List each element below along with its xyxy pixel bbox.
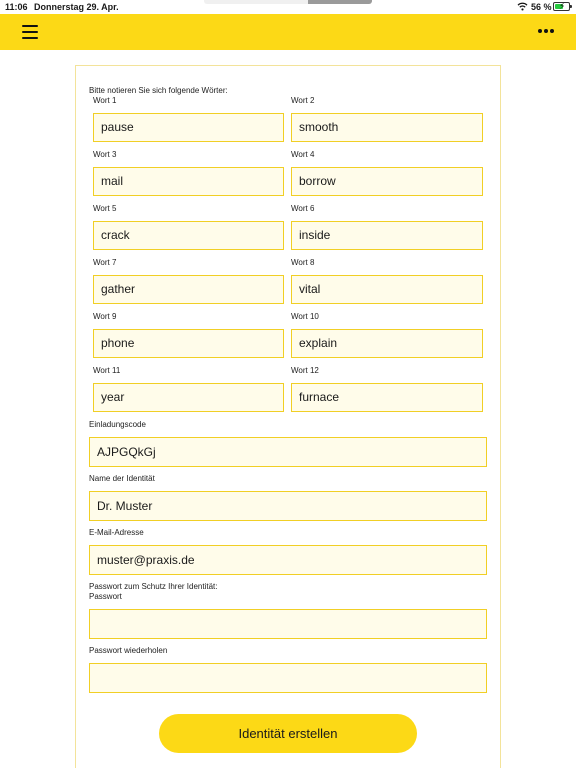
word-10-field[interactable]: explain (291, 329, 483, 358)
word-3-label: Wort 3 (93, 150, 117, 159)
word-8-label: Wort 8 (291, 258, 315, 267)
password-label: Passwort (89, 592, 122, 601)
status-bar (0, 0, 576, 14)
battery-icon (553, 2, 570, 11)
word-7-label: Wort 7 (93, 258, 117, 267)
password-repeat-label: Passwort wiederholen (89, 646, 168, 655)
status-time: 11:06 (5, 2, 28, 12)
identity-name-label: Name der Identität (89, 474, 155, 483)
words-intro-text: Bitte notieren Sie sich folgende Wörter: (89, 86, 228, 95)
word-6-label: Wort 6 (291, 204, 315, 213)
word-11-field[interactable]: year (93, 383, 284, 412)
identity-name-field[interactable]: Dr. Muster (89, 491, 487, 521)
bolt-icon: ⚡ (559, 1, 566, 11)
hamburger-menu-icon[interactable] (22, 25, 38, 39)
email-field[interactable]: muster@praxis.de (89, 545, 487, 575)
word-4-label: Wort 4 (291, 150, 315, 159)
word-5-field[interactable]: crack (93, 221, 284, 250)
create-identity-button[interactable]: Identität erstellen (159, 714, 417, 753)
password-repeat-field[interactable] (89, 663, 487, 693)
invite-code-field[interactable]: AJPGQkGj (89, 437, 487, 467)
invite-code-label: Einladungscode (89, 420, 146, 429)
word-3-field[interactable]: mail (93, 167, 284, 196)
word-9-field[interactable]: phone (93, 329, 284, 358)
word-1-field[interactable]: pause (93, 113, 284, 142)
word-1-label: Wort 1 (93, 96, 117, 105)
word-9-label: Wort 9 (93, 312, 117, 321)
word-2-label: Wort 2 (291, 96, 315, 105)
wifi-icon (517, 2, 528, 11)
word-7-field[interactable]: gather (93, 275, 284, 304)
status-date: Donnerstag 29. Apr. (34, 2, 119, 12)
word-6-field[interactable]: inside (291, 221, 483, 250)
word-11-label: Wort 11 (93, 366, 121, 375)
word-12-field[interactable]: furnace (291, 383, 483, 412)
word-5-label: Wort 5 (93, 204, 117, 213)
word-2-field[interactable]: smooth (291, 113, 483, 142)
password-section-label: Passwort zum Schutz Ihrer Identität: (89, 582, 218, 591)
multitasking-segment (308, 0, 372, 4)
word-10-label: Wort 10 (291, 312, 319, 321)
word-8-field[interactable]: vital (291, 275, 483, 304)
multitasking-indicator[interactable] (204, 0, 372, 4)
word-12-label: Wort 12 (291, 366, 319, 375)
more-dots-icon[interactable] (538, 29, 554, 35)
email-label: E-Mail-Adresse (89, 528, 144, 537)
password-field[interactable] (89, 609, 487, 639)
word-4-field[interactable]: borrow (291, 167, 483, 196)
app-header (0, 14, 576, 50)
battery-percent: 56 % (531, 2, 552, 12)
